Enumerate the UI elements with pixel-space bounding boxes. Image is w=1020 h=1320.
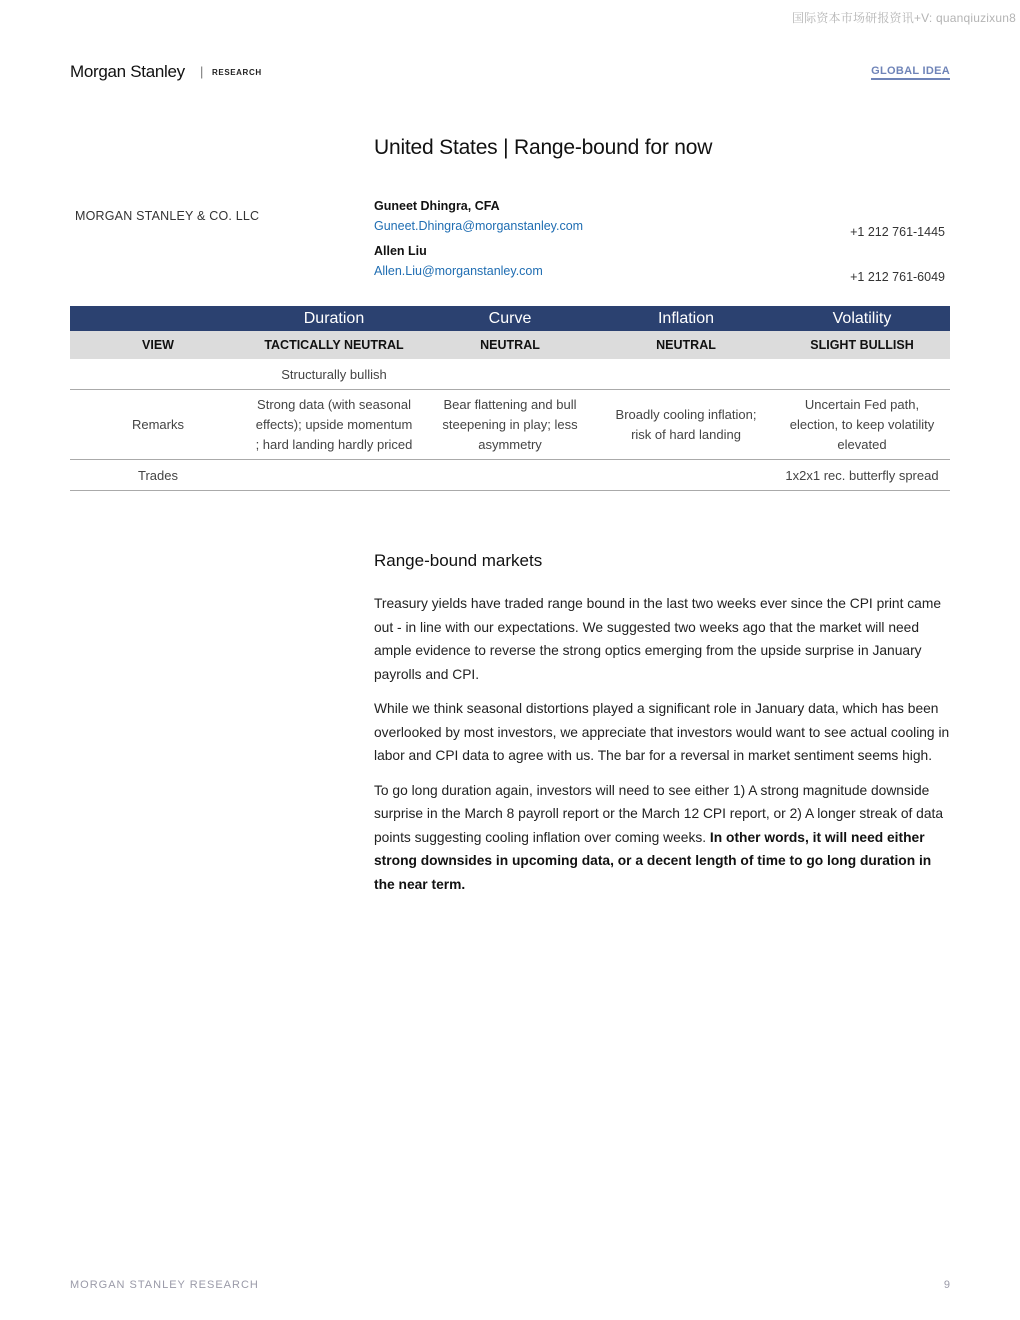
logo-separator: | [200,64,204,79]
paragraph-1: Treasury yields have traded range bound in the last two weeks ever since the CPI print came out - in line with our expectations. We suggested two weeks ago that the market will need ample evidence to reverse the strong optics emerging from the upside surprise in January payrolls and CPI. [374,596,941,682]
section-heading: Range-bound markets [374,551,543,570]
view-curve: NEUTRAL [422,331,598,359]
structural-label [70,359,246,390]
view-volatility: SLIGHT BULLISH [774,331,950,359]
trades-inflation [598,460,774,491]
remarks-curve: Bear flattening and bull steepening in play; less asymmetry [422,390,598,460]
view-inflation: NEUTRAL [598,331,774,359]
research-label: RESEARCH [212,68,262,77]
trades-volatility: 1x2x1 rec. butterfly spread [774,460,950,491]
author-phone-1: +1 212 761-1445 [850,225,945,239]
footer-label: MORGAN STANLEY RESEARCH [70,1279,259,1291]
table-row-trades [70,460,950,491]
page-title: United States | Range-bound for now [374,136,713,159]
trades-label: Trades [70,460,246,491]
structural-volatility [774,359,950,390]
paragraph-2: While we think seasonal distortions played a significant role in January data, which has been overlooked by most investors, we appreciate that investors would want to see actual cooling in labor and CPI data to agree with us. The bar for a reversal in market sentiment seems high. [374,701,950,763]
watermark-text: 国际资本市场研报资讯+V: quanqiuzixun8 [791,11,1016,25]
firm-name: MORGAN STANLEY & CO. LLC [75,209,260,223]
global-idea-tag: GLOBAL IDEA [871,65,950,80]
author-email-link-2[interactable]: Allen.Liu@morganstanley.com [374,264,543,278]
paragraph-3-text: To go long duration again, investors will need to see either 1) A strong magnitude downside surprise in the March 8 payroll report or the March 12 CPI report, or 2) A longer streak of data points suggesting cooling inflation over coming weeks. [374,782,944,845]
remarks-duration: Strong data (with seasonal effects); upside momentum ; hard landing hardly priced [246,390,422,460]
table-row-structural [70,359,950,390]
header-volatility: Volatility [774,306,950,331]
remarks-label: Remarks [70,390,246,460]
table-row-view [70,331,950,359]
paragraph-3 [374,779,950,897]
author-name-1: Guneet Dhingra, CFA [374,199,500,213]
structural-duration: Structurally bullish [246,359,422,390]
brand-logo: Morgan Stanley [70,62,185,81]
trades-curve [422,460,598,491]
header-curve: Curve [422,306,598,331]
author-name-2: Allen Liu [374,244,427,258]
table-row-remarks [70,390,950,460]
trades-duration [246,460,422,491]
table-header-row [70,306,950,331]
article-body [374,592,950,907]
view-duration: TACTICALLY NEUTRAL [246,331,422,359]
header-inflation: Inflation [598,306,774,331]
page-number: 9 [943,1279,950,1291]
structural-inflation [598,359,774,390]
view-label: VIEW [70,331,246,359]
remarks-volatility: Uncertain Fed path, election, to keep volatility elevated [774,390,950,460]
author-email-link-1[interactable]: Guneet.Dhingra@morganstanley.com [374,219,584,233]
remarks-inflation: Broadly cooling inflation; risk of hard landing [598,390,774,460]
header-empty [70,306,246,331]
header-duration: Duration [246,306,422,331]
author-phone-2: +1 212 761-6049 [850,270,945,284]
structural-curve [422,359,598,390]
paragraph-3-emphasis: In other words, it will need either strong downsides in upcoming data, or a decent length of time to go long duration in the near term. [374,829,932,892]
views-table [70,306,950,491]
